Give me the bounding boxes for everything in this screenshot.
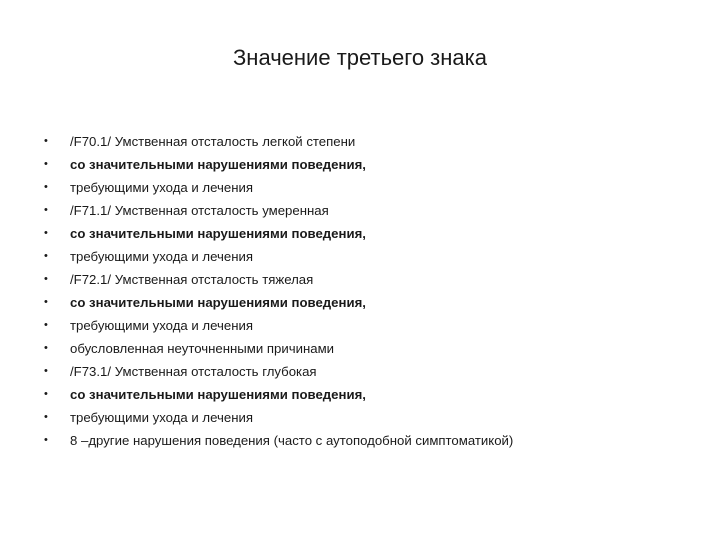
bullet-item bbox=[42, 130, 682, 153]
bullet-item bbox=[42, 268, 682, 291]
bullet-item bbox=[42, 291, 682, 314]
bullet-dot-icon: • bbox=[44, 388, 48, 400]
bullet-dot-icon: • bbox=[44, 319, 48, 331]
bullet-item bbox=[42, 337, 682, 360]
bullet-list bbox=[42, 130, 682, 452]
bullet-text: со значительными нарушениями поведения, bbox=[70, 157, 366, 172]
bullet-item bbox=[42, 383, 682, 406]
bullet-item bbox=[42, 153, 682, 176]
bullet-item bbox=[42, 429, 682, 452]
bullet-item bbox=[42, 406, 682, 429]
bullet-dot-icon: • bbox=[44, 365, 48, 377]
bullet-text: со значительными нарушениями поведения, bbox=[70, 295, 366, 310]
bullet-dot-icon: • bbox=[44, 204, 48, 216]
bullet-dot-icon: • bbox=[44, 227, 48, 239]
bullet-item bbox=[42, 199, 682, 222]
bullet-text: /F71.1/ Умственная отсталость умеренная bbox=[70, 203, 329, 218]
bullet-text: /F72.1/ Умственная отсталость тяжелая bbox=[70, 272, 314, 287]
bullet-item bbox=[42, 245, 682, 268]
bullet-item bbox=[42, 222, 682, 245]
bullet-text: требующими ухода и лечения bbox=[70, 180, 254, 195]
bullet-text: требующими ухода и лечения bbox=[70, 318, 254, 333]
bullet-dot-icon: • bbox=[44, 434, 48, 446]
bullet-text: со значительными нарушениями поведения, bbox=[70, 387, 366, 402]
bullet-dot-icon: • bbox=[44, 342, 48, 354]
bullet-text: обусловленная неуточненными причинами bbox=[70, 341, 335, 356]
bullet-dot-icon: • bbox=[44, 296, 48, 308]
bullet-text: /F70.1/ Умственная отсталость легкой степени bbox=[70, 134, 356, 149]
bullet-item bbox=[42, 314, 682, 337]
bullet-text: 8 –другие нарушения поведения (часто с аутоподобной симптоматикой) bbox=[70, 433, 514, 448]
bullet-text: со значительными нарушениями поведения, bbox=[70, 226, 366, 241]
bullet-dot-icon: • bbox=[44, 411, 48, 423]
bullet-dot-icon: • bbox=[44, 181, 48, 193]
bullet-text: требующими ухода и лечения bbox=[70, 410, 254, 425]
bullet-dot-icon: • bbox=[44, 158, 48, 170]
bullet-dot-icon: • bbox=[44, 250, 48, 262]
bullet-dot-icon: • bbox=[44, 135, 48, 147]
slide-title: Значение третьего знака bbox=[233, 45, 487, 70]
bullet-text: требующими ухода и лечения bbox=[70, 249, 254, 264]
bullet-text: /F73.1/ Умственная отсталость глубокая bbox=[70, 364, 317, 379]
bullet-dot-icon: • bbox=[44, 273, 48, 285]
bullet-item bbox=[42, 360, 682, 383]
bullet-item bbox=[42, 176, 682, 199]
